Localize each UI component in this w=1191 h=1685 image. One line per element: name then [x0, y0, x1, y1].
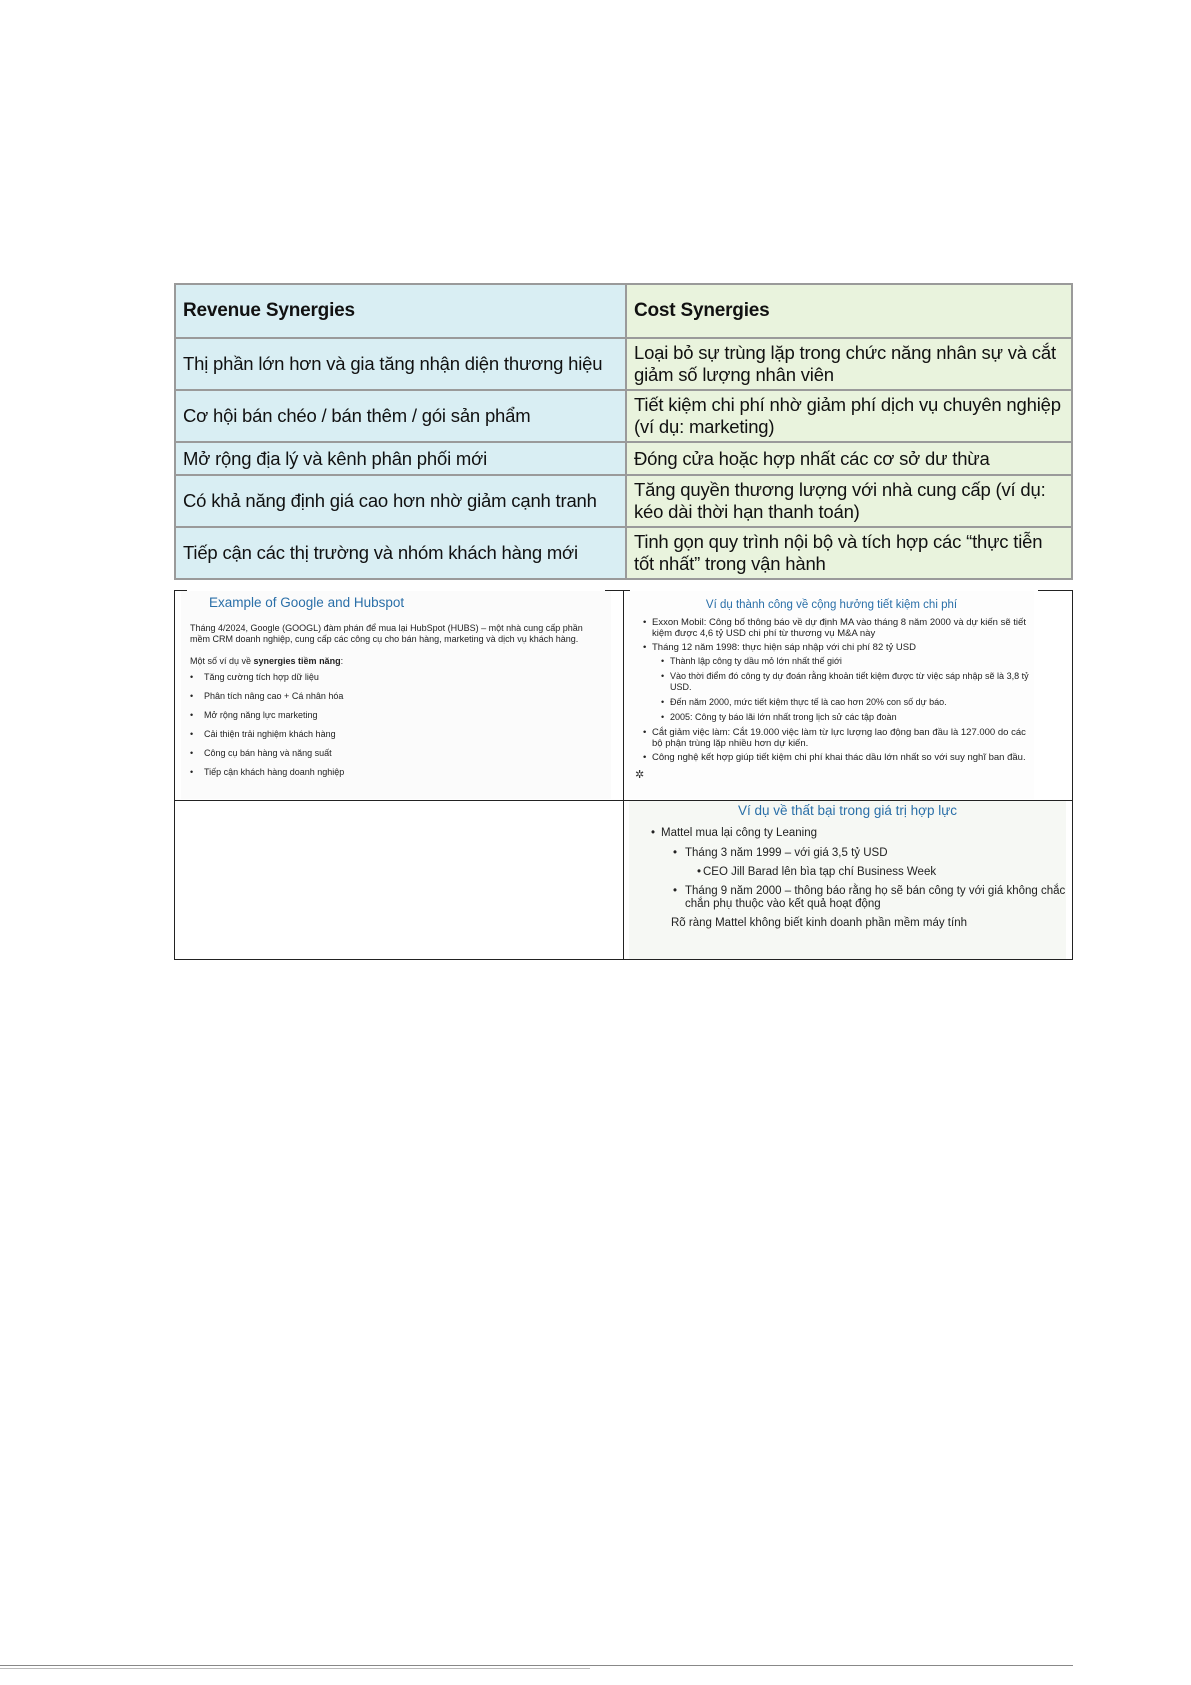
- list-item: • Phân tích nâng cao + Cá nhân hóa: [190, 690, 611, 702]
- examples-grid: [174, 590, 1073, 960]
- conclusion-text: Rõ ràng Mattel không biết kinh doanh phần mềm máy tính: [671, 917, 967, 929]
- sub-list-item: • 2005: Công ty báo lãi lớn nhất trong lịch sử các tập đoàn: [661, 712, 1034, 723]
- list-item: • Exxon Mobil: Công bố thông báo về dự định MA vào tháng 8 năm 2000 và dự kiến sẽ tiết kiệm được 4,6 tỷ USD chi phí từ thương vụ M&A này: [643, 617, 1034, 639]
- table-row: [175, 338, 1072, 390]
- list-item: • Tiếp cận khách hàng doanh nghiệp: [190, 766, 611, 778]
- revenue-cell: Thị phần lớn hơn và gia tăng nhận diện thương hiệu: [175, 338, 626, 390]
- exxon-list: [643, 617, 1034, 763]
- sub-list-item: • Tháng 3 năm 1999 – với giá 3,5 tỷ USD: [673, 847, 1066, 860]
- exxon-panel: [629, 591, 1034, 799]
- table-header-row: [175, 284, 1072, 338]
- list-item: • Cải thiện trải nghiệm khách hàng: [190, 728, 611, 740]
- revenue-header: Revenue Synergies: [175, 284, 626, 338]
- sparkle-icon: ✲: [635, 769, 645, 781]
- table-row: [175, 390, 1072, 442]
- revenue-cell: Tiếp cận các thị trường và nhóm khách hàng mới: [175, 527, 626, 579]
- panel-subheading: [190, 655, 611, 667]
- grid-divider-vertical: [623, 591, 624, 959]
- synergy-list: [190, 671, 611, 778]
- table-row: [175, 442, 1072, 475]
- list-item: • Mở rộng năng lực marketing: [190, 709, 611, 721]
- revenue-cell: Cơ hội bán chéo / bán thêm / gói sản phẩm: [175, 390, 626, 442]
- mattel-list: [651, 827, 1066, 930]
- list-item: • Tăng cường tích hợp dữ liệu: [190, 671, 611, 683]
- list-item: • Tháng 12 năm 1998: thực hiện sáp nhập với chi phí 82 tỷ USD: [643, 642, 1034, 653]
- cost-cell: Tiết kiệm chi phí nhờ giảm phí dịch vụ chuyên nghiệp (ví dụ: marketing): [626, 390, 1072, 442]
- panel-title: Ví dụ thành công về cộng hưởng tiết kiệm chi phí: [705, 599, 958, 611]
- google-hubspot-panel: [181, 591, 611, 799]
- mattel-panel: [629, 801, 1066, 959]
- synergy-table: [174, 283, 1073, 580]
- sub-list-item: • Vào thời điểm đó công ty dự đoán rằng khoản tiết kiệm được từ việc sáp nhập sẽ là 3,8 tỷ USD.: [661, 671, 1034, 693]
- list-item: • Mattel mua lại công ty Leaning: [651, 827, 1066, 840]
- subheading-bold: synergies tiềm năng: [253, 656, 341, 666]
- sub-list-item: • Tháng 9 năm 2000 – thông báo rằng họ sẽ bán công ty với giá không chắc chắn phụ thuộc vào kết quả hoạt động: [673, 885, 1066, 911]
- cost-cell: Tinh gọn quy trình nội bộ và tích hợp các “thực tiễn tốt nhất” trong vận hành: [626, 527, 1072, 579]
- cost-cell: Loại bỏ sự trùng lặp trong chức năng nhân sự và cắt giảm số lượng nhân viên: [626, 338, 1072, 390]
- list-item: • Công cụ bán hàng và năng suất: [190, 747, 611, 759]
- list-item: • Công nghệ kết hợp giúp tiết kiệm chi phí khai thác dầu lớn nhất so với suy nghĩ ban đầu.: [643, 752, 1034, 763]
- panel-title: Ví dụ về thất bại trong giá trị hợp lực: [737, 803, 957, 818]
- panel-intro: Tháng 4/2024, Google (GOOGL) đàm phán để mua lại HubSpot (HUBS) – một nhà cung cấp phần mềm CRM doanh nghiệp, cung cấp các công cụ cho bán hàng, marketing và dịch vụ khách hàng.: [190, 623, 583, 644]
- footer-rule-short: [0, 1668, 590, 1669]
- panel-title: Example of Google and Hubspot: [209, 595, 405, 610]
- table-row: [175, 475, 1072, 527]
- revenue-cell: Mở rộng địa lý và kênh phân phối mới: [175, 442, 626, 475]
- sub-list-item: • Đến năm 2000, mức tiết kiệm thực tế là cao hơn 20% con số dự báo.: [661, 697, 1034, 708]
- cost-cell: Đóng cửa hoặc hợp nhất các cơ sở dư thừa: [626, 442, 1072, 475]
- revenue-cell: Có khả năng định giá cao hơn nhờ giảm cạnh tranh: [175, 475, 626, 527]
- sub-list-item: • Thành lập công ty dầu mỏ lớn nhất thế giới: [661, 656, 1034, 667]
- footer-rule: [0, 1665, 1073, 1666]
- table-row: [175, 527, 1072, 579]
- list-item: • Cắt giảm việc làm: Cắt 19.000 việc làm từ lực lượng lao động ban đầu là 127.000 do các bộ phận trùng lặp nhiều hơn dự kiến.: [643, 727, 1034, 749]
- cost-cell: Tăng quyền thương lượng với nhà cung cấp (ví dụ: kéo dài thời hạn thanh toán): [626, 475, 1072, 527]
- subheading-prefix: Một số ví dụ về: [190, 656, 254, 666]
- cost-header: Cost Synergies: [626, 284, 1072, 338]
- subheading-suffix: :: [340, 656, 344, 666]
- sub-sub-list-item: • CEO Jill Barad lên bìa tạp chí Business Week: [697, 866, 1066, 879]
